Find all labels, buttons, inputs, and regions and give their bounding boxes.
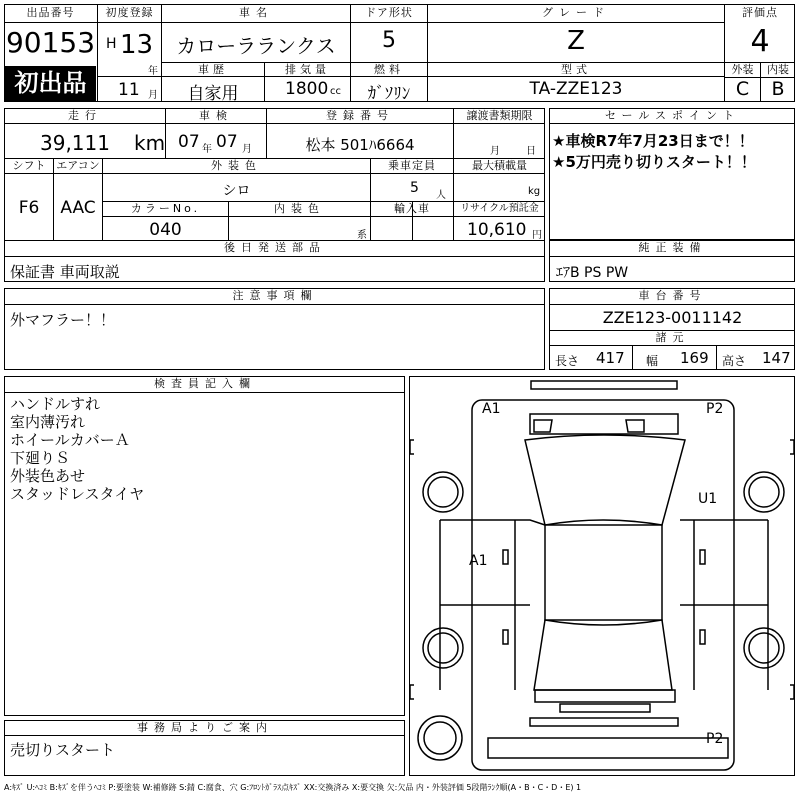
load-unit: kg [528, 186, 541, 197]
rating: 4 [750, 24, 770, 59]
displacement-label: 排気量 [285, 63, 330, 76]
mileage: 39,111 [40, 131, 110, 155]
inspector-note: 外装色あせ [10, 467, 86, 485]
damage-mark: P2 [706, 731, 724, 747]
legend: A:ｷｽﾞ U:ﾍｺﾐ B:ｷｽﾞを伴うﾍｺﾐ P:要塗装 W:補修跡 S:錆 C:腐食、穴 G:ﾌﾛﾝﾄｶﾞﾗｽ点ｷｽﾞ XX:交換済み X:要交換 欠:欠品 内・外装評価 5段階ﾗﾝｸ順(A・B・C・D・E) 1 [4, 783, 582, 792]
caution-label: 注意事項欄 [232, 289, 318, 302]
car-name-label: 車名 [239, 6, 273, 19]
ac: AAC [60, 198, 96, 218]
fuel-label: 燃料 [374, 63, 404, 76]
inspector-note: ハンドルすれ [10, 395, 101, 413]
transfer-day-unit: 日 [526, 146, 536, 157]
exterior-grade: C [735, 78, 750, 100]
plate-label: 登録番号 [326, 109, 394, 122]
mileage-unit: km [134, 131, 166, 155]
interior-color-unit: 系 [357, 230, 367, 241]
model-label: 型式 [561, 63, 591, 76]
capacity-label: 乗車定員 [388, 159, 436, 172]
lot-label: 出品番号 [26, 6, 75, 19]
rating-label: 評価点 [742, 6, 778, 19]
history: 自家用 [187, 84, 239, 104]
inspection-month-unit: 月 [242, 144, 252, 155]
inspector-label: 検査員記入欄 [154, 377, 256, 390]
model-code: TA-ZZE123 [529, 79, 623, 99]
interior-color-label: 内装色 [274, 202, 325, 215]
chassis-label: 車台番号 [638, 289, 707, 302]
exterior-color: シロ [222, 183, 251, 199]
capacity: 5 [410, 180, 419, 196]
height-label: 高さ [722, 354, 747, 368]
chassis-number: ZZE123-0011142 [602, 308, 743, 327]
ac-label: エアコン [56, 159, 100, 172]
height: 147 [762, 349, 791, 367]
inspector-note: 室内薄汚れ [10, 413, 86, 431]
lot-number: 90153 [5, 26, 96, 59]
interior-grade: B [771, 78, 785, 100]
damage-mark: A1 [469, 553, 488, 569]
load-label: 最大積載量 [472, 159, 527, 172]
sales-point-line: ★車検R7年7月23日まで！！ [552, 132, 754, 150]
import-label: 輸入車 [394, 202, 430, 215]
equipment: ｴｱB PS PW [556, 265, 629, 281]
sales-point-line: ★5万円売り切りスタート！！ [552, 153, 756, 171]
inspector-note: スタッドレスタイヤ [10, 485, 145, 503]
car-name: カローラランクス [176, 34, 336, 58]
transfer-label: 譲渡書類期限 [466, 109, 533, 122]
damage-mark: U1 [698, 491, 718, 507]
office-text: 売切りスタート [10, 741, 116, 759]
mileage-label: 走行 [68, 109, 102, 122]
year-unit: 年 [148, 66, 158, 77]
inspection-year: 07 [178, 132, 200, 152]
recycle-label: リサイクル預託金 [460, 203, 539, 214]
recycle-unit: 円 [532, 230, 542, 241]
damage-mark: A1 [482, 401, 501, 417]
transfer-month-unit: 月 [490, 146, 500, 157]
history-label: 車歴 [198, 63, 228, 76]
month-unit: 月 [148, 90, 158, 101]
color-label: 外装色 [211, 159, 262, 172]
doors: 5 [382, 28, 396, 53]
inspection-label: 車検 [199, 109, 233, 122]
inspection-month: 07 [216, 132, 238, 152]
width-label: 幅 [646, 354, 659, 368]
inspector-note: ホイールカバーＡ [10, 431, 130, 449]
caution-text: 外マフラー！！ [10, 311, 116, 329]
first-reg-month: 11 [118, 80, 140, 100]
recycle-fee: 10,610 [467, 220, 527, 240]
shift-label: シフト [12, 159, 46, 172]
dims-label: 諸元 [655, 331, 690, 344]
damage-diagram [409, 376, 795, 776]
exterior-label: 外装 [731, 63, 754, 76]
first-reg-year: 13 [120, 30, 154, 60]
inspection-year-unit: 年 [202, 144, 212, 155]
later-parts: 保証書 車両取説 [10, 263, 120, 281]
length-label: 長さ [555, 354, 580, 368]
era: H [106, 36, 117, 52]
width: 169 [680, 349, 709, 367]
length: 417 [596, 349, 625, 367]
inspector-note: 下廻りＳ [10, 449, 71, 467]
sales-point-block [549, 108, 795, 240]
equipment-label: 純正装備 [638, 241, 707, 254]
displacement: 1800 [285, 79, 329, 99]
color-no: 040 [149, 220, 182, 240]
interior-label: 内装 [767, 63, 789, 76]
cc-unit: cc [330, 86, 341, 97]
later-parts-label: 後日発送部品 [224, 241, 326, 254]
grade: Z [567, 26, 585, 56]
first-reg-label: 初度登録 [105, 6, 154, 19]
capacity-unit: 人 [436, 190, 446, 201]
color-no-label: カラーNo. [130, 202, 201, 215]
first-listing-badge: 初出品 [5, 66, 96, 101]
plate-number: 松本 501ﾊ6664 [305, 136, 415, 154]
fuel: ｶﾞｿﾘﾝ [367, 84, 411, 104]
sales-point-label: セールスポイント [604, 109, 740, 122]
grade-label: グレード [542, 6, 610, 19]
office-label: 事務局よりご案内 [137, 721, 273, 734]
shift: F6 [18, 198, 40, 218]
damage-mark: P2 [706, 401, 724, 417]
door-label: ドア形状 [365, 6, 413, 19]
